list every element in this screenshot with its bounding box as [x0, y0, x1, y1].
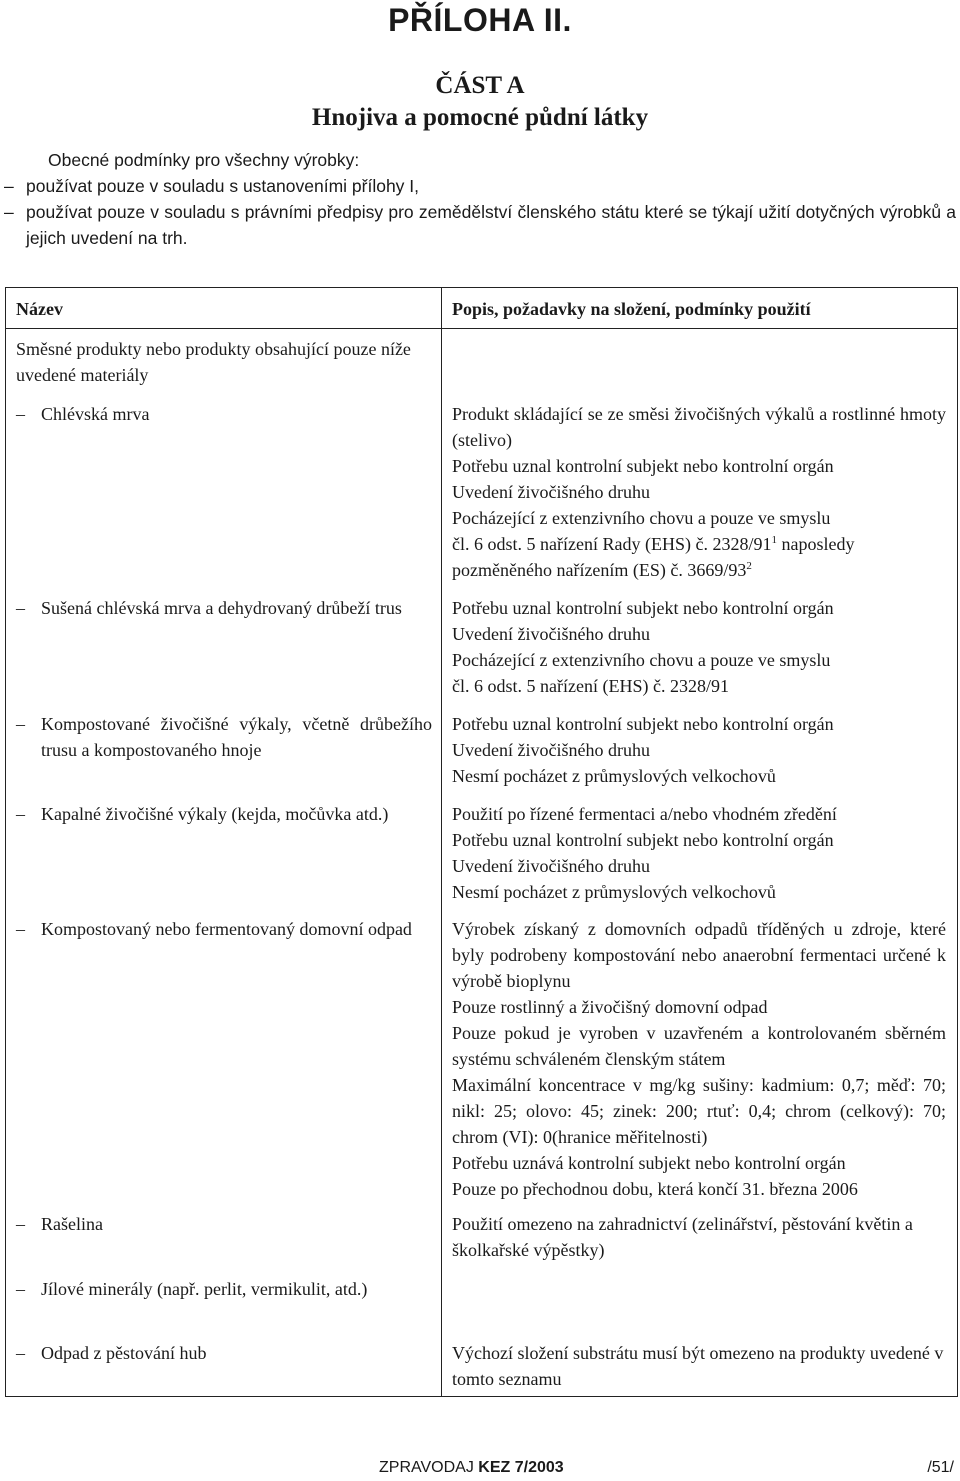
material-name: Kapalné živočišné výkaly (kejda, močůvka atd.): [41, 804, 389, 824]
desc-line: Potřebu uznal kontrolní subjekt nebo kontrolní orgán: [452, 830, 834, 850]
desc-line: Pouze pokud je vyroben v uzavřeném a kontrolovaném sběrném systému schváleném členským státem: [452, 1023, 946, 1069]
group-label: Směsné produkty nebo produkty obsahující pouze níže uvedené materiály: [16, 339, 411, 385]
desc-line: Produkt skládající se ze směsi živočišných výkalů a rostlinné hmoty (stelivo): [452, 404, 946, 450]
page-footer: [0, 1459, 960, 1481]
dash-marker: –: [16, 804, 25, 824]
desc-line: [452, 531, 946, 557]
condition-text: používat pouze v souladu s právními předpisy pro zemědělství členského státu které se týkají užití dotyčných výrobků a jejich uvedení na trh.: [26, 202, 956, 248]
desc-line: Uvedení živočišného druhu: [452, 740, 650, 760]
desc-line: Pocházející z extenzivního chovu a pouze ve smyslu: [452, 650, 831, 670]
annex-title: PŘÍLOHA II.: [388, 2, 572, 38]
table-row-name: [16, 711, 432, 763]
table-row-name: [16, 916, 432, 942]
material-name: Jílové minerály (např. perlit, vermikulit, atd.): [41, 1279, 368, 1299]
page-number: /51/: [927, 1459, 954, 1476]
desc-line: Nesmí pocházet z průmyslových velkochovů: [452, 882, 776, 902]
desc-line: Nesmí pocházet z průmyslových velkochovů: [452, 766, 776, 786]
desc-line: Pouze po přechodnou dobu, která končí 31. března 2006: [452, 1179, 858, 1199]
desc-line: Výrobek získaný z domovních odpadů tříděných u zdroje, které byly podrobeny kompostování nebo anaerobní fermentaci určené k výrobě bioplynu: [452, 919, 946, 991]
table-row-name: [16, 401, 432, 427]
table-row-description: [452, 711, 946, 789]
table-row-description: [452, 1340, 946, 1392]
material-name: Kompostovaný nebo fermentovaný domovní odpad: [41, 919, 412, 939]
part-heading: [0, 70, 960, 134]
journal-prefix: ZPRAVODAJ: [379, 1459, 474, 1476]
dash-marker: –: [16, 598, 25, 618]
general-conditions: [0, 147, 960, 251]
dash-marker: –: [4, 176, 14, 196]
dash-marker: –: [16, 919, 25, 939]
table-row-name: [16, 1276, 432, 1302]
regulation-ref: pozměněného nařízením (ES) č. 3669/93: [452, 560, 747, 580]
part-subtitle: Hnojiva a pomocné půdní látky: [311, 104, 649, 131]
condition-text: používat pouze v souladu s ustanoveními přílohy I,: [26, 176, 420, 196]
conditions-lead: Obecné podmínky pro všechny výrobky:: [48, 150, 360, 170]
table-row-description: [452, 1211, 946, 1263]
dash-marker: –: [16, 404, 25, 424]
table-row-name: [16, 1211, 432, 1237]
desc-line: Uvedení živočišného druhu: [452, 482, 650, 502]
desc-line: [452, 557, 946, 583]
desc-line: Potřebu uznal kontrolní subjekt nebo kontrolní orgán: [452, 714, 834, 734]
header-divider: [6, 328, 957, 329]
column-header-name: Název: [16, 299, 63, 319]
desc-line: Použití po řízené fermentaci a/nebo vhodném zředění: [452, 804, 837, 824]
dash-marker: –: [16, 1214, 25, 1234]
desc-line: Potřebu uznává kontrolní subjekt nebo kontrolní orgán: [452, 1153, 846, 1173]
part-label: ČÁST A: [435, 72, 525, 99]
dash-marker: –: [16, 1279, 25, 1299]
desc-line: Uvedení živočišného druhu: [452, 856, 650, 876]
condition-item: [0, 173, 960, 199]
desc-line: Potřebu uznal kontrolní subjekt nebo kontrolní orgán: [452, 598, 834, 618]
footnote-ref: 1: [771, 534, 777, 546]
desc-line: Výchozí složení substrátu musí být omezeno na produkty uvedené v tomto seznamu: [452, 1343, 944, 1389]
desc-line: Uvedení živočišného druhu: [452, 624, 650, 644]
desc-line: Potřebu uznal kontrolní subjekt nebo kontrolní orgán: [452, 456, 834, 476]
table-row-name: [16, 595, 432, 621]
footnote-ref: 2: [746, 560, 752, 572]
table-row-description: [452, 916, 946, 1202]
dash-marker: –: [4, 202, 14, 222]
desc-line: Maximální koncentrace v mg/kg sušiny: kadmium: 0,7; měď: 70; nikl: 25; olovo: 45; zinek: 200; rtuť: 0,4; chrom (celkový): 70; chrom (VI): 0(hranice měřitelnosti): [452, 1075, 946, 1147]
column-header-description: Popis, požadavky na složení, podmínky použití: [452, 299, 811, 319]
regulation-ref: čl. 6 odst. 5 nařízení Rady (EHS) č. 2328/91: [452, 534, 772, 554]
condition-item: [0, 199, 960, 251]
material-name: Chlévská mrva: [41, 404, 150, 424]
table-row-name: [16, 801, 432, 827]
material-name: Odpad z pěstování hub: [41, 1343, 207, 1363]
table-row-description: [452, 801, 946, 905]
material-name: Sušená chlévská mrva a dehydrovaný drůbeží trus: [41, 598, 402, 618]
dash-marker: –: [16, 1343, 25, 1363]
table-row-description: [452, 595, 946, 699]
material-name: Kompostované živočišné výkaly, včetně drůbežího trusu a kompostovaného hnoje: [41, 714, 432, 760]
desc-line: čl. 6 odst. 5 nařízení (EHS) č. 2328/91: [452, 676, 729, 696]
table-row-description: [452, 401, 946, 583]
material-name: Rašelina: [41, 1214, 103, 1234]
regulation-ref-cont: naposledy: [781, 534, 855, 554]
column-divider: [441, 288, 442, 1396]
dash-marker: –: [16, 714, 25, 734]
materials-table: [5, 287, 958, 1397]
desc-line: Pocházející z extenzivního chovu a pouze ve smyslu: [452, 508, 831, 528]
journal-name: [379, 1459, 564, 1477]
table-row-name: [16, 1340, 432, 1366]
journal-issue: KEZ 7/2003: [478, 1459, 564, 1476]
desc-line: Pouze rostlinný a živočišný domovní odpad: [452, 997, 768, 1017]
desc-line: Použití omezeno na zahradnictví (zelinářství, pěstování květin a školkařské výpěstky): [452, 1214, 913, 1260]
